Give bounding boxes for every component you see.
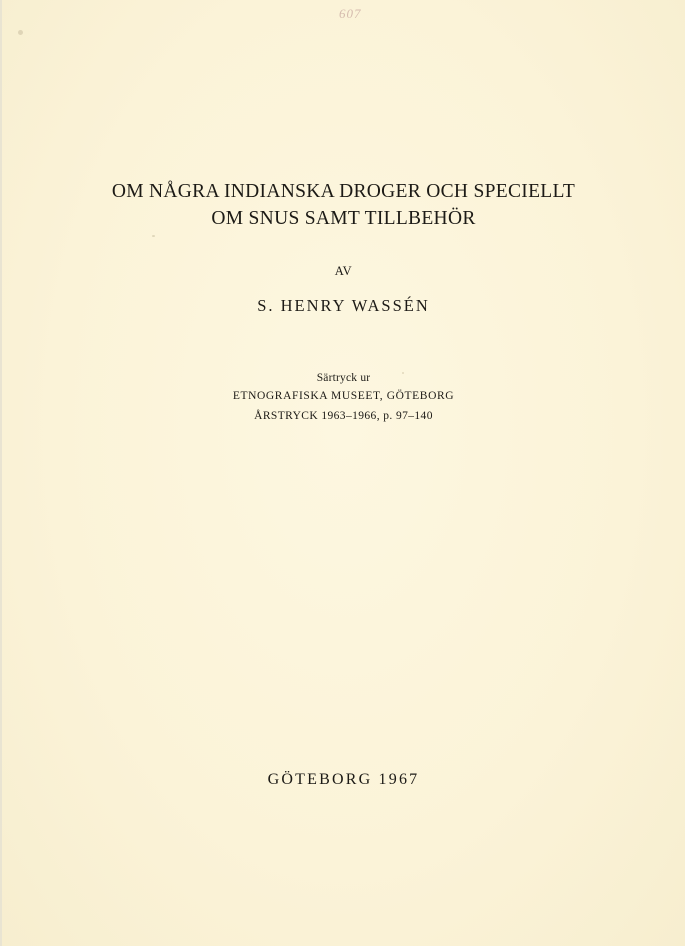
reprint-note: Särtryck ur: [316, 372, 371, 384]
source-volume-pages: ÅRSTRYCK 1963–1966, p. 97–140: [254, 410, 433, 422]
author-byline: AV: [334, 264, 353, 278]
title-line-2: OM SNUS SAMT TILLBEHÖR: [211, 208, 476, 229]
author-name: S. HENRY WASSÉN: [257, 296, 430, 315]
document-title: [2, 178, 685, 232]
paper-speck: [152, 235, 155, 237]
paper-speck: [18, 30, 23, 35]
title-line-1: OM NÅGRA INDIANSKA DROGER OCH SPECIELLT: [111, 181, 576, 202]
imprint-place-year: GÖTEBORG 1967: [267, 771, 420, 788]
title-page: [2, 0, 685, 946]
pencil-annotation: 607: [339, 6, 362, 21]
source-publication: ETNOGRAFISKA MUSEET, GÖTEBORG: [232, 390, 455, 402]
